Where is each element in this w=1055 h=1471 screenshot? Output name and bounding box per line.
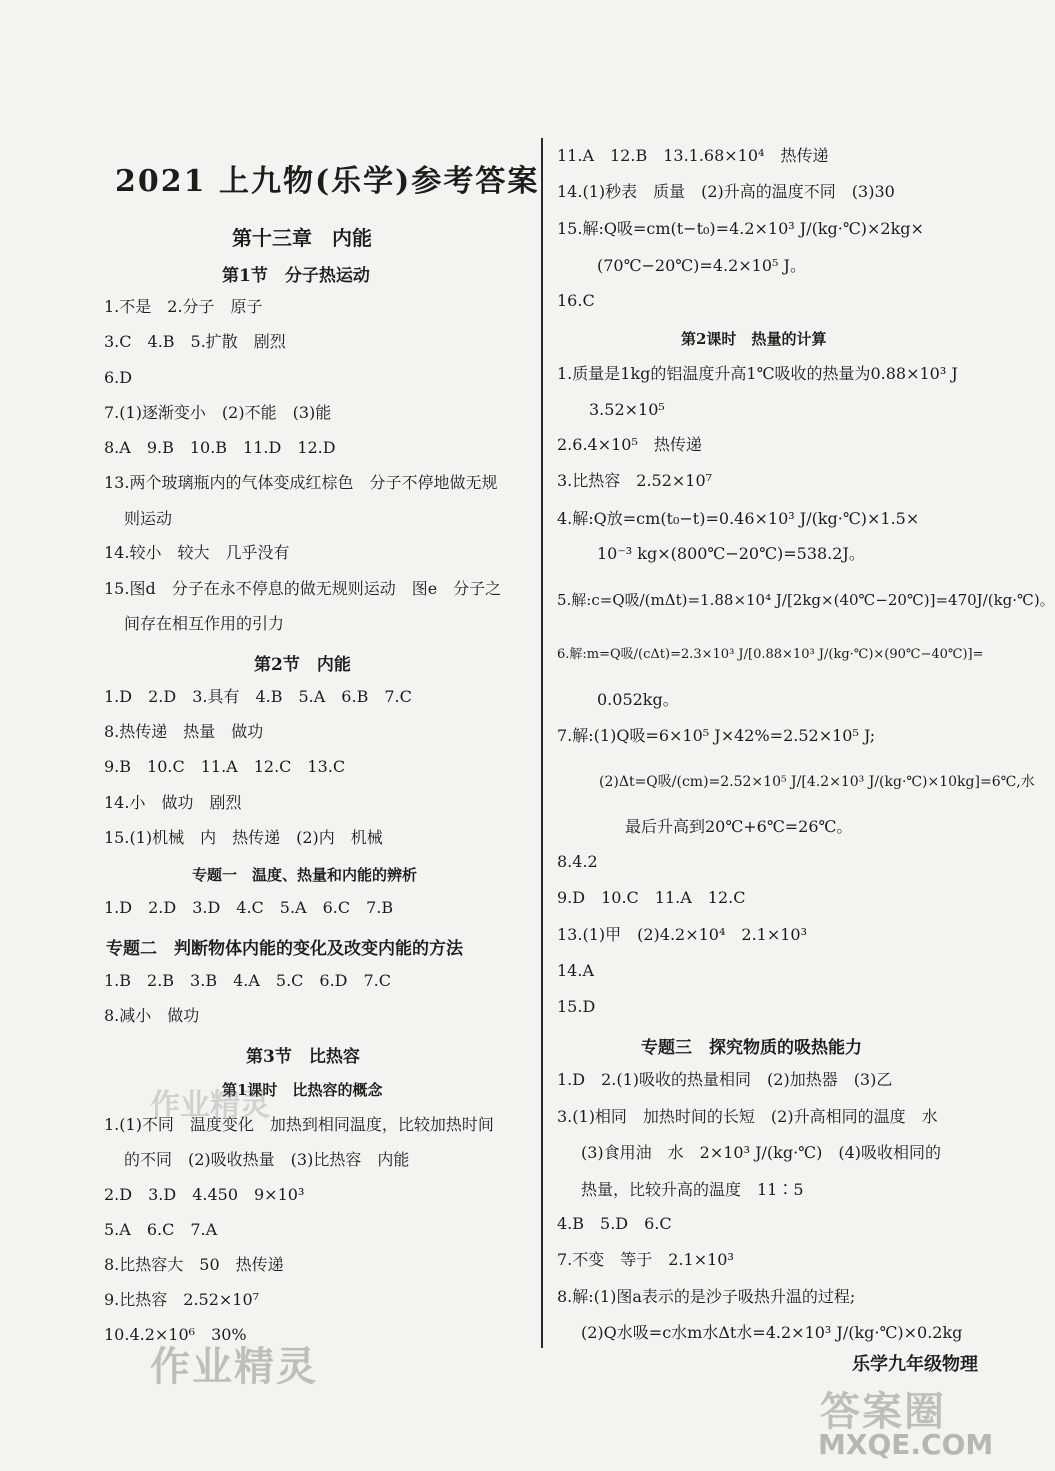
topic-heading-1: 专题一 温度、热量和内能的辨析: [192, 866, 418, 884]
answer-line: (70℃−20℃)=4.2×10⁵ J。: [597, 256, 806, 275]
answer-line: 11.A 12.B 13.1.68×10⁴ 热传递: [557, 146, 829, 165]
footer-book-title: 乐学九年级物理: [852, 1354, 978, 1375]
answer-line: 14.较小 较大 几乎没有: [104, 543, 290, 562]
answer-line: 1.D 2.(1)吸收的热量相同 (2)加热器 (3)乙: [557, 1070, 893, 1089]
chapter-heading: 第十三章 内能: [232, 226, 372, 250]
answer-line: 0.052kg。: [597, 690, 679, 709]
watermark-mid-left: 作业精灵: [150, 1088, 270, 1123]
answer-line: 16.C: [557, 291, 595, 310]
answer-line: 13.两个玻璃瓶内的气体变成红棕色 分子不停地做无规: [104, 473, 498, 492]
answer-line: 的不同 (2)吸收热量 (3)比热容 内能: [124, 1150, 410, 1169]
section-heading-2: 第2节 内能: [254, 655, 351, 675]
answer-line: 8.4.2: [557, 852, 598, 871]
answer-line: 14.(1)秒表 质量 (2)升高的温度不同 (3)30: [557, 182, 895, 201]
answer-line: 10⁻³ kg×(800℃−20℃)=538.2J。: [597, 544, 865, 563]
answer-line: 7.(1)逐渐变小 (2)不能 (3)能: [104, 403, 332, 422]
answer-line: 3.52×10⁵: [589, 400, 665, 419]
watermark-bottom-left: 作业精灵: [150, 1344, 318, 1390]
topic-heading-3: 专题三 探究物质的吸热能力: [641, 1038, 862, 1058]
lesson-heading-2: 第2课时 热量的计算: [681, 330, 827, 348]
answer-line: 2.6.4×10⁵ 热传递: [557, 435, 702, 454]
watermark-logo: 答案圈: [820, 1389, 946, 1435]
answer-line: 14.A: [557, 961, 594, 980]
answer-line: 热量，比较升高的温度 11∶5: [581, 1180, 804, 1199]
answer-line: 1.D 2.D 3.D 4.C 5.A 6.C 7.B: [104, 898, 394, 917]
answer-line: 4.解:Q放=cm(t₀−t)=0.46×10³ J/(kg·℃)×1.5×: [557, 509, 920, 528]
answer-line: 8.减小 做功: [104, 1006, 200, 1025]
answer-line: 7.不变 等于 2.1×10³: [557, 1250, 734, 1269]
column-divider: [541, 138, 543, 1348]
answer-line: (2)Δt=Q吸/(cm)=2.52×10⁵ J/[4.2×10³ J/(kg·℃)×10kg]=6℃,水: [599, 774, 1035, 790]
section-heading-3: 第3节 比热容: [246, 1047, 360, 1067]
answer-line: 15.图d 分子在永不停息的做无规则运动 图e 分子之: [104, 579, 502, 598]
answer-line: 5.解:c=Q吸/(mΔt)=1.88×10⁴ J/[2kg×(40℃−20℃)]=470J/(kg·℃)。: [557, 591, 1055, 609]
answer-line: 则运动: [124, 509, 173, 528]
answer-line: 15.D: [557, 997, 596, 1016]
answer-line: (2)Q水吸=c水m水Δt水=4.2×10³ J/(kg·℃)×0.2kg: [581, 1323, 963, 1342]
answer-line: 2.D 3.D 4.450 9×10³: [104, 1185, 305, 1204]
answer-line: 1.B 2.B 3.B 4.A 5.C 6.D 7.C: [104, 971, 392, 990]
answer-line: 5.A 6.C 7.A: [104, 1220, 218, 1239]
answer-line: 13.(1)甲 (2)4.2×10⁴ 2.1×10³: [557, 925, 808, 944]
answer-line: 4.B 5.D 6.C: [557, 1214, 672, 1233]
watermark-url: MXQE.COM: [818, 1428, 994, 1461]
page-title: 2021 上九物(乐学)参考答案: [115, 164, 540, 199]
answer-line: 1.D 2.D 3.具有 4.B 5.A 6.B 7.C: [104, 687, 412, 706]
answer-line: 1.质量是1kg的铝温度升高1℃吸收的热量为0.88×10³ J: [557, 364, 958, 383]
answer-line: 3.比热容 2.52×10⁷: [557, 471, 713, 490]
answer-line: 10.4.2×10⁶ 30%: [104, 1325, 247, 1344]
answer-line: 1.不是 2.分子 原子: [104, 297, 263, 316]
answer-line: 3.C 4.B 5.扩散 剧烈: [104, 332, 286, 351]
answer-line: 8.A 9.B 10.B 11.D 12.D: [104, 438, 336, 457]
answer-line: 7.解:(1)Q吸=6×10⁵ J×42%=2.52×10⁵ J;: [557, 726, 876, 745]
answer-line: 8.比热容大 50 热传递: [104, 1255, 284, 1274]
answer-line: 1.(1)不同 温度变化 加热到相同温度，比较加热时间: [104, 1115, 494, 1134]
answer-line: 9.D 10.C 11.A 12.C: [557, 888, 746, 907]
answer-line: (3)食用油 水 2×10³ J/(kg·℃) (4)吸收相同的: [581, 1143, 941, 1162]
answer-line: 3.(1)相同 加热时间的长短 (2)升高相同的温度 水: [557, 1107, 938, 1126]
section-heading-1: 第1节 分子热运动: [222, 266, 370, 286]
answer-line: 间存在相互作用的引力: [124, 614, 285, 633]
answer-line: 8.热传递 热量 做功: [104, 722, 264, 741]
answer-line: 6.解:m=Q吸/(cΔt)=2.3×10³ J/[0.88×10³ J/(kg·℃)×(90℃−40℃)]=: [557, 647, 984, 662]
answer-line: 6.D: [104, 368, 133, 387]
answer-line: 最后升高到20℃+6℃=26℃。: [625, 817, 853, 836]
answer-line: 9.B 10.C 11.A 12.C 13.C: [104, 757, 346, 776]
answer-line: 15.(1)机械 内 热传递 (2)内 机械: [104, 828, 383, 847]
lesson-heading-1: 第1课时 比热容的概念: [222, 1081, 383, 1099]
topic-heading-2: 专题二 判断物体内能的变化及改变内能的方法: [106, 939, 463, 959]
answer-line: 8.解:(1)图a表示的是沙子吸热升温的过程;: [557, 1287, 856, 1306]
answer-line: 15.解:Q吸=cm(t−t₀)=4.2×10³ J/(kg·℃)×2kg×: [557, 219, 924, 238]
answer-line: 14.小 做功 剧烈: [104, 793, 242, 812]
answer-line: 9.比热容 2.52×10⁷: [104, 1290, 260, 1309]
